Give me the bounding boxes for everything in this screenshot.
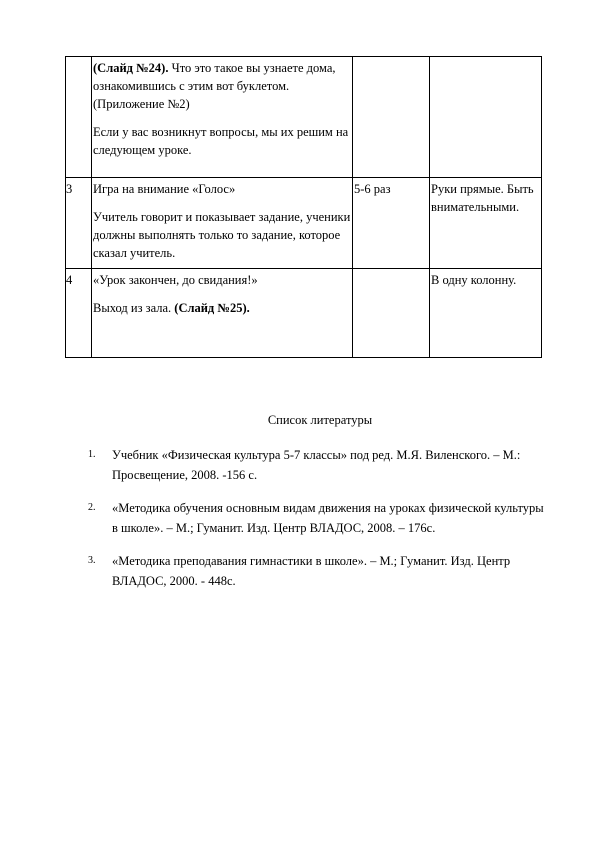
activity-cell: [92, 178, 353, 269]
dosage-cell: 5-6 раз: [353, 178, 430, 269]
list-item: [88, 445, 548, 485]
list-marker: 1.: [88, 449, 96, 460]
activity-paragraph: «Урок закончен, до свидания!»: [93, 273, 258, 287]
activity-text: Выход из зала.: [93, 301, 175, 315]
lesson-plan-table: [65, 56, 542, 358]
slide-reference: (Слайд №24).: [93, 61, 169, 75]
list-item: [88, 498, 548, 538]
notes-cell: [430, 57, 542, 178]
activity-paragraph: Если у вас возникнут вопросы, мы их решим на следующем уроке.: [93, 125, 349, 157]
list-marker: 2.: [88, 502, 96, 513]
dosage-cell: [353, 269, 430, 358]
literature-list: [88, 445, 548, 604]
dosage-cell: [353, 57, 430, 178]
slide-reference: (Слайд №25).: [174, 301, 250, 315]
activity-cell: [92, 57, 353, 178]
table-row: [66, 269, 542, 358]
reference-text: «Методика обучения основным видам движения на уроках физической культуры в школе». – М.; Гуманит. Изд. Центр ВЛАДОС, 2008. – 176с.: [112, 501, 544, 535]
reference-text: Учебник «Физическая культура 5-7 классы» под ред. М.Я. Виленского. – М.: Просвещение, 2008. -156 с.: [112, 448, 521, 482]
notes-cell: В одну колонну.: [430, 269, 542, 358]
notes-cell: Руки прямые. Быть внимательными.: [430, 178, 542, 269]
row-number: [66, 57, 92, 178]
table-row: [66, 57, 542, 178]
literature-title: Список литературы: [267, 413, 373, 427]
list-marker: 3.: [88, 555, 96, 566]
activity-paragraph: [93, 299, 351, 317]
activity-cell: [92, 269, 353, 358]
list-item: [88, 551, 548, 591]
reference-text: «Методика преподавания гимнастики в школе». – М.; Гуманит. Изд. Центр ВЛАДОС, 2000. - 448с.: [112, 554, 511, 588]
activity-paragraph: Игра на внимание «Голос»: [93, 182, 236, 196]
activity-paragraph: [93, 59, 351, 113]
table-row: [66, 178, 542, 269]
activity-paragraph: Учитель говорит и показывает задание, ученики должны выполнять только то задание, которое сказал учитель.: [93, 210, 351, 260]
row-number: 3: [66, 178, 92, 269]
row-number: 4: [66, 269, 92, 358]
activity-text: Что это такое вы узнаете дома, ознакомившись с этим вот буклетом. (Приложение №2): [93, 61, 336, 111]
